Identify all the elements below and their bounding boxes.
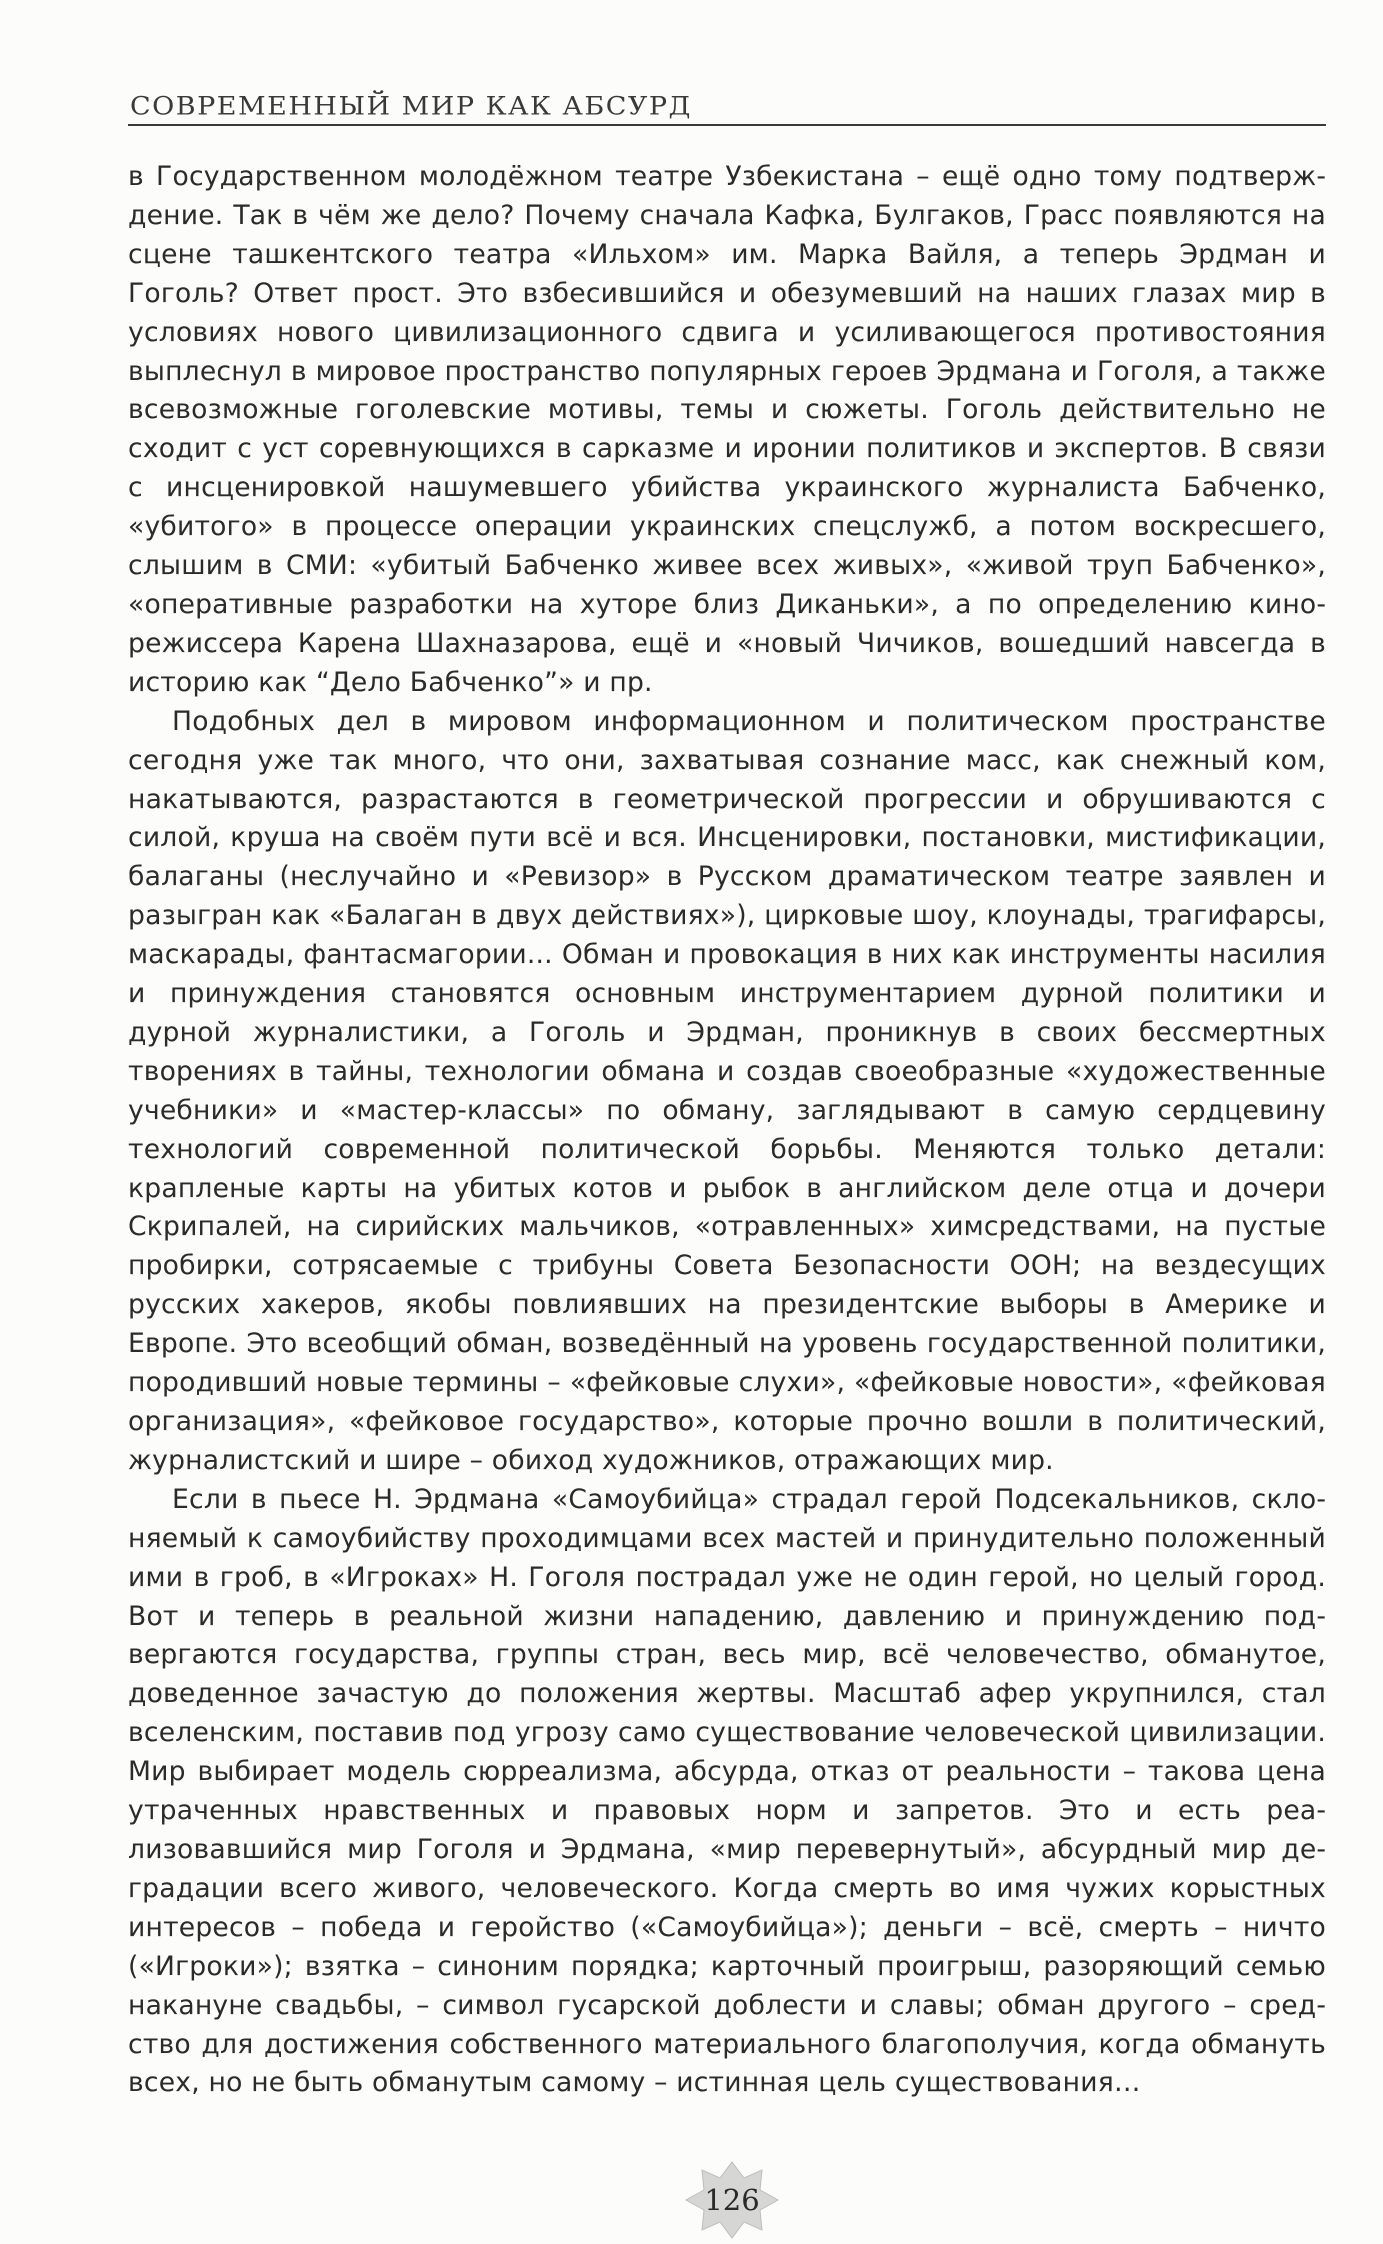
running-head xyxy=(128,84,1326,126)
page-number: 126 xyxy=(704,2183,760,2217)
page-number-ornament xyxy=(682,2160,782,2240)
paragraph: Подобных дел в мировом информационном и политическом пространстве сегодня уже так много, что они, захватывая сознание масс, как снежный ком, накатываются, разрастаются в геометрической прогрессии и обрушиваются с силой, круша на своём пути всё и вся. Инсценировки, постановки, мистификации, балаганы (неслучайно и «Ревизор» в Русском драматическом театре заявлен и разыгран как «Балаган в двух действиях»), цирковые шоу, клоунады, трагифарсы, маскарады, фантасмагории... Обман и провокация в них как инструменты насилия и принуждения становятся основным инструментарием дурной политики и дурной журналистики, а Гоголь и Эрдман, проникнув в своих бессмертных творениях в тайны, технологии обмана и создав своеобразные «художественные учебники» и «мастер-классы» по обману, заглядывают в самую сердцевину технологий современной политической борьбы. Меняются только детали: крапленые карты на убитых котов и рыбок в английском деле отца и дочери Скрипалей, на сирийских мальчиков, «отравленных» химсредствами, на пустые пробирки, сотрясаемые с трибуны Совета Безопасности ООН; на вездесущих русских хакеров, якобы повлиявших на президентские выборы в Америке и Европе. Это всеобщий обман, возведённый на уровень государственной политики, породивший новые термины – «фейковые слухи», «фейковые новости», «фейковая организация», «фейковое государство», которые прочно вошли в политический, журналистский и шире – обиход художников, отражающих мир. xyxy=(128,705,1326,1476)
paragraph: Если в пьесе Н. Эрдмана «Самоубийца» страдал герой Подсекальников, склоняемый к самоубийству проходимцами всех мастей и принудительно положенный ими в гроб, в «Игроках» Н. Гоголя пострадал уже не один герой, но целый город. Вот и теперь в реальной жизни нападению, давлению и принуждению подвергаются государства, группы стран, весь мир, всё человечество, обманутое, доведенное зачастую до положения жертвы. Масштаб афер укрупнился, стал вселенским, поставив под угрозу само существование человеческой цивилизации. Мир выбирает модель сюрреализма, абсурда, отказ от реальности – такова цена утраченных нравственных и правовых норм и запретов. Это и есть реализовавшийся мир Гоголя и Эрдмана, «мир перевернутый», абсурдный мир деградации всего живого, человеческого. Когда смерть во имя чужих корыстных интересов – победа и геройство («Самоубийца»); деньги – всё, смерть – ничто («Игроки»); взятка – синоним порядка; карточный проигрыш, разоряющий семью накануне свадьбы, – символ гусарской доблести и славы; обман другого – средство для достижения собственного материального благополучия, когда обмануть всех, но не быть обманутым самому – истинная цель существования… xyxy=(128,1483,1326,2099)
running-head-title: СОВРЕМЕННЫЙ МИР КАК АБСУРД xyxy=(130,91,692,122)
paragraph: в Государственном молодёжном театре Узбекистана – ещё одно тому подтверждение. Так в чём же дело? Почему сначала Кафка, Булгаков, Грасс появляются на сцене ташкентского театра «Ильхом» им. Марка Вайля, а теперь Эрдман и Гоголь? Ответ прост. Это взбесившийся и обезумевший на наших глазах мир в условиях нового цивилизационного сдвига и усиливающегося противостояния выплеснул в мировое пространство популярных героев Эрдмана и Гоголя, а также всевозможные гоголевские мотивы, темы и сюжеты. Гоголь действительно не сходит с уст соревнующихся в сарказме и иронии политиков и экспертов. В связи с инсценировкой нашумевшего убийства украинского журналиста Бабченко, «убитого» в процессе операции украинских спецслужб, а потом воскресшего, слышим в СМИ: «убитый Бабченко живее всех живых», «живой труп Бабченко», «оперативные разработки на хуторе близ Диканьки», а по определению кинорежиссера Карена Шахназарова, ещё и «новый Чичиков, вошедший навсегда в историю как “Дело Бабченко”» и пр. xyxy=(128,161,1326,698)
body-text xyxy=(128,158,1326,2103)
